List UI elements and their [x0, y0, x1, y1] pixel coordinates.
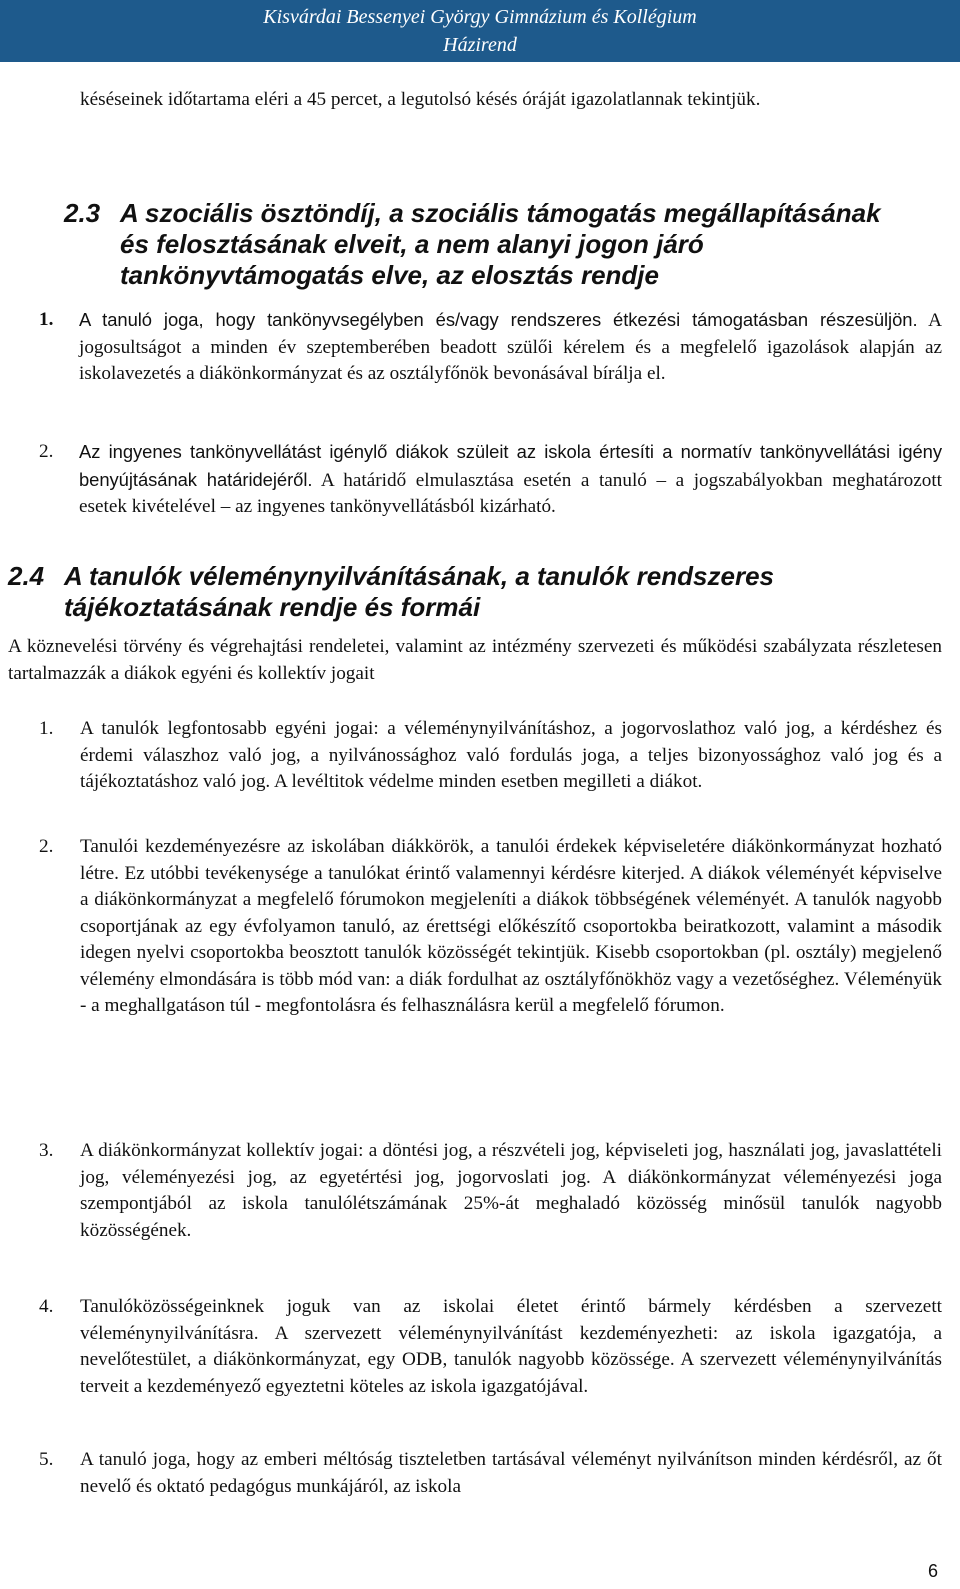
section-2-3-title-line1: A szociális ösztöndíj, a szociális támogatás megállapításának	[120, 198, 881, 228]
list-item-text-sans: A tanuló joga, hogy tankönyvsegélyben és/vagy rendszeres étkezési támogatásban részesüljön.	[79, 309, 918, 330]
list-item-text-serif: A jogosultságot a minden év szeptemberében beadott szülői kérelem és a megfelelő igazolások alapján az iskolavezetés a diákönkormányzat és az osztályfőnök bevonásával bírálja el.	[79, 310, 942, 384]
page-number: 6	[927, 1561, 938, 1581]
list-item-number: 5.	[39, 1449, 54, 1470]
header-school-name: Kisvárdai Bessenyei György Gimnázium és Kollégium	[263, 6, 697, 28]
section-2-3-item-2	[39, 439, 942, 521]
section-2-4-item-1	[39, 716, 942, 796]
list-item-number: 3.	[39, 1140, 54, 1161]
section-2-4-heading	[8, 561, 948, 623]
section-2-4-item-3	[39, 1138, 942, 1244]
section-2-3-heading	[64, 198, 944, 291]
list-item-number: 4.	[39, 1296, 54, 1317]
list-item-text-serif: A határidő elmulasztása esetén a tanuló – a jogszabályokban meghatározott esetek kivételével – az ingyenes tankönyvellátásból kizárható.	[79, 469, 942, 517]
section-2-4-number: 2.4	[8, 561, 45, 591]
list-item-text: Tanulói kezdeményezésre az iskolában diákkörök, a tanulói érdekek képviseletére diákönkormányzat hozható létre. Ez utóbbi tevékenysége a tanulókat érintő valamennyi kérdésre kiterjed. A diákok véleményét képviselve a diákönkormányzat a megfelelő fórumokon megjeleníti a diákok többségének véleményét. A tanulók nagyobb csoportjának az egy évfolyamon tanuló, az érettségi előkészítő csoportokba beiratkozott, valamint a második idegen nyelvi csoportokba beosztott tanulók közösségét tekintjük. Kisebb csoportokban (pl. osztály) megjelenő vélemény elmondására is több mód van: a diák fordulhat az osztályfőnökhöz vagy a vezetőséghez. Véleményük - a meghallgatáson túl - megfontolásra és felhasználásra kerül a megfelelő fórumon.	[80, 836, 942, 1016]
section-2-4-intro: A köznevelési törvény és végrehajtási rendeletei, valamint az intézmény szervezeti és működési szabályzata részletesen tartalmazzák a diákok egyéni és kollektív jogait	[8, 636, 942, 684]
list-item-number: 2.	[39, 836, 54, 857]
list-item-text-sans: Az ingyenes tankönyvellátást igénylő diákok szüleit az iskola értesíti a normatív tankönyvellátási igény benyújtásának határidejéről.	[79, 441, 942, 490]
section-2-3-title-line3: tankönyvtámogatás elve, az elosztás rendje	[120, 260, 659, 290]
list-item-number: 2.	[39, 441, 54, 462]
section-2-4-item-4	[39, 1294, 942, 1400]
page-header	[0, 0, 960, 62]
section-2-4-item-5	[39, 1447, 942, 1500]
header-document-name: Házirend	[443, 34, 517, 56]
section-2-4-title-line2: tájékoztatásának rendje és formái	[64, 592, 481, 622]
list-item-text: Tanulóközösségeinknek joguk van az iskolai életet érintő bármely kérdésben a szervezett véleménynyilvánításra. A szervezett véleménynyilvánítást kezdeményezheti: az iskola igazgatója, a nevelőtestület, a diákönkormányzat, egy ODB, tanulók nagyobb közössége. A szervezett véleménynyilvánítás terveit a kezdeményező egyeztetni köteles az iskola igazgatójával.	[80, 1296, 942, 1397]
list-item-text: A diákönkormányzat kollektív jogai: a döntési jog, a részvételi jog, képviseleti jog, használati jog, javaslattételi jog, véleményezési jog, az egyetértési jog, jogorvoslati jog. A diákönkormányzat véleményezési joga szempontjából az iskola tanulólétszámának 25%-át meghaladó közösség minősül tanulók nagyobb közösségének.	[80, 1140, 942, 1241]
section-2-3-number: 2.3	[64, 198, 101, 228]
section-2-4-title-line1: A tanulók véleménynyilvánításának, a tanulók rendszeres	[64, 561, 774, 591]
section-2-3-title-line2: és felosztásának elveit, a nem alanyi jogon járó	[120, 229, 704, 259]
list-item-number: 1.	[39, 718, 54, 739]
list-item-number: 1.	[39, 309, 54, 330]
intro-paragraph: késéseinek időtartama eléri a 45 percet, a legutolsó késés óráját igazolatlannak tekintjük.	[80, 89, 761, 110]
list-item-text: A tanuló joga, hogy az emberi méltóság tiszteletben tartásával véleményt nyilvánítson minden kérdésről, az őt nevelő és oktató pedagógus munkájáról, az iskola	[80, 1449, 942, 1497]
section-2-3-item-1	[39, 307, 942, 388]
list-item-text: A tanulók legfontosabb egyéni jogai: a véleménynyilvánításhoz, a jogorvoslathoz való jog, a kérdéshez és érdemi válaszhoz való jog, a nyilvánossághoz való fordulás joga, a teljes bizonyossághoz való jog és a tájékoztatáshoz való jog. A levéltitok védelme minden esetben megilleti a diákot.	[80, 718, 942, 792]
section-2-4-item-2	[39, 834, 942, 1020]
